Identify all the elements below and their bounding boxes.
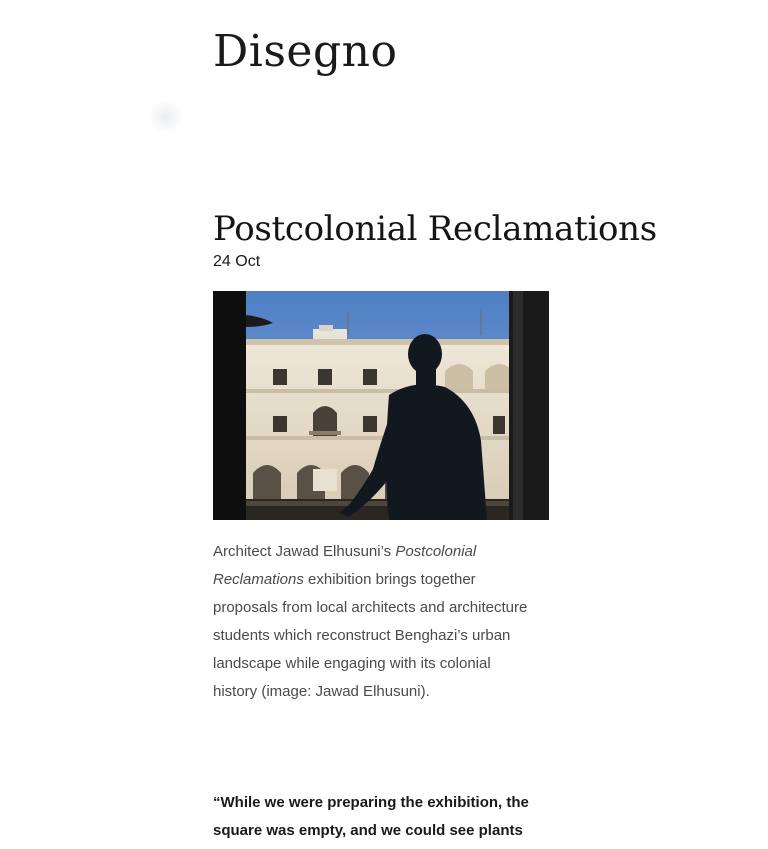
caption-text-rest: exhibition brings together proposals from local architects and architecture students which reconstruct Benghazi’s urban landscape while engaging with its colonial history (image: Jawad Elhusuni). xyxy=(213,571,528,700)
faint-logo-mark xyxy=(148,100,184,134)
article-date: 24 Oct xyxy=(213,253,261,270)
article-title: Postcolonial Reclamations xyxy=(213,209,657,249)
pull-quote: “While we were preparing the exhibition, the square was empty, and we could see plants xyxy=(213,794,529,839)
site-logo[interactable]: Disegno xyxy=(213,26,398,77)
image-caption xyxy=(213,538,533,706)
article-hero-image xyxy=(213,291,549,520)
caption-text-lead: Architect Jawad Elhusuni’s xyxy=(213,543,396,560)
exhibition-title-italic: Postcolonial Reclamations xyxy=(213,543,477,588)
